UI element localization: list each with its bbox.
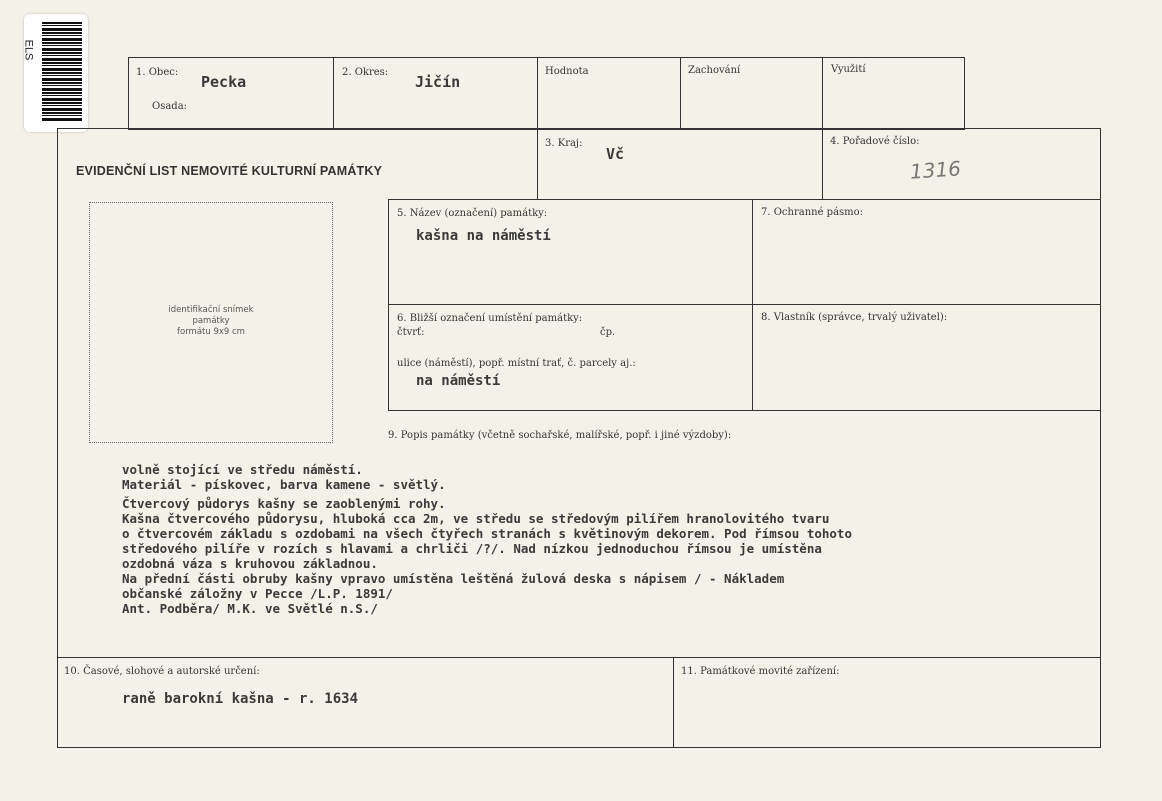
casove-label: 10. Časové, slohové a autorské určení: — [64, 666, 260, 677]
vlastnik-label: 8. Vlastník (správce, trvalý uživatel): — [761, 312, 948, 323]
sticker-code: ELS — [22, 39, 35, 61]
zachovani-label: Zachování — [688, 65, 741, 76]
umisteni-label: 6. Bližší označení umístění památky: — [397, 313, 583, 324]
obec-value: Pecka — [201, 73, 247, 91]
photo-line-2: památky — [192, 316, 230, 326]
okres-value: Jičín — [415, 73, 461, 91]
ochranne-label: 7. Ochranné pásmo: — [761, 207, 864, 218]
osada-label: Osada: — [152, 101, 188, 112]
popis-line: volně stojící ve středu náměstí. — [122, 462, 363, 477]
barcode-sticker — [24, 14, 88, 132]
form-title: EVIDENČNÍ LIST NEMOVITÉ KULTURNÍ PAMÁTKY — [76, 164, 383, 178]
kraj-value: Vč — [606, 145, 625, 163]
poradove-value: 1316 — [909, 156, 962, 184]
ctvrt-label: čtvrť: — [397, 327, 425, 338]
popis-line: občanské záložny v Pecce /L.P. 1891/ — [122, 586, 393, 601]
kraj-label: 3. Kraj: — [545, 138, 583, 149]
barcode-icon — [42, 22, 82, 122]
popis-text — [122, 462, 852, 616]
umisteni-value: na náměstí — [416, 373, 501, 389]
popis-line: Kašna čtvercového půdorysu, hluboká cca 2m, ve středu se středovým pilířem hranolovitého tvaru — [122, 511, 830, 526]
photo-placeholder — [89, 202, 333, 443]
cp-label: čp. — [600, 327, 616, 338]
nazev-value: kašna na náměstí — [416, 228, 551, 244]
popis-line: středového pilíře v rozích s hlavami a chrliči /?/. Nad nízkou jednoduchou římsou je umístěna — [122, 541, 822, 556]
movite-label: 11. Památkové movité zařízení: — [681, 666, 840, 677]
nazev-label: 5. Název (označení) památky: — [397, 208, 548, 219]
obec-label: 1. Obec: — [136, 67, 179, 78]
vyuziti-label: Využití — [831, 64, 866, 75]
popis-line: Na přední části obruby kašny vpravo umístěna leštěná žulová deska s nápisem / - Nákladem — [122, 571, 785, 586]
photo-line-1: identifikační snímek — [168, 305, 254, 315]
popis-line: Materiál - pískovec, barva kamene - světlý. — [122, 477, 446, 492]
popis-line: o čtvercovém základu s ozdobami na všech čtyřech stranách s květinovým dekorem. Pod římsou tohoto — [122, 526, 852, 541]
photo-line-3: formátu 9x9 cm — [177, 327, 245, 337]
ulice-label: ulice (náměstí), popř. místní trať, č. parcely aj.: — [397, 358, 636, 369]
popis-line: Ant. Podběra/ M.K. ve Světlé n.S./ — [122, 601, 378, 616]
okres-label: 2. Okres: — [342, 67, 389, 78]
popis-line: ozdobná váza s kruhovou základnou. — [122, 556, 378, 571]
casove-value: raně barokní kašna - r. 1634 — [122, 691, 359, 707]
hodnota-label: Hodnota — [545, 66, 589, 77]
poradove-label: 4. Pořadové číslo: — [830, 136, 920, 147]
popis-label: 9. Popis památky (včetně sochařské, malířské, popř. i jiné výzdoby): — [388, 430, 732, 441]
popis-line: Čtvercový půdorys kašny se zaoblenými rohy. — [122, 496, 446, 511]
